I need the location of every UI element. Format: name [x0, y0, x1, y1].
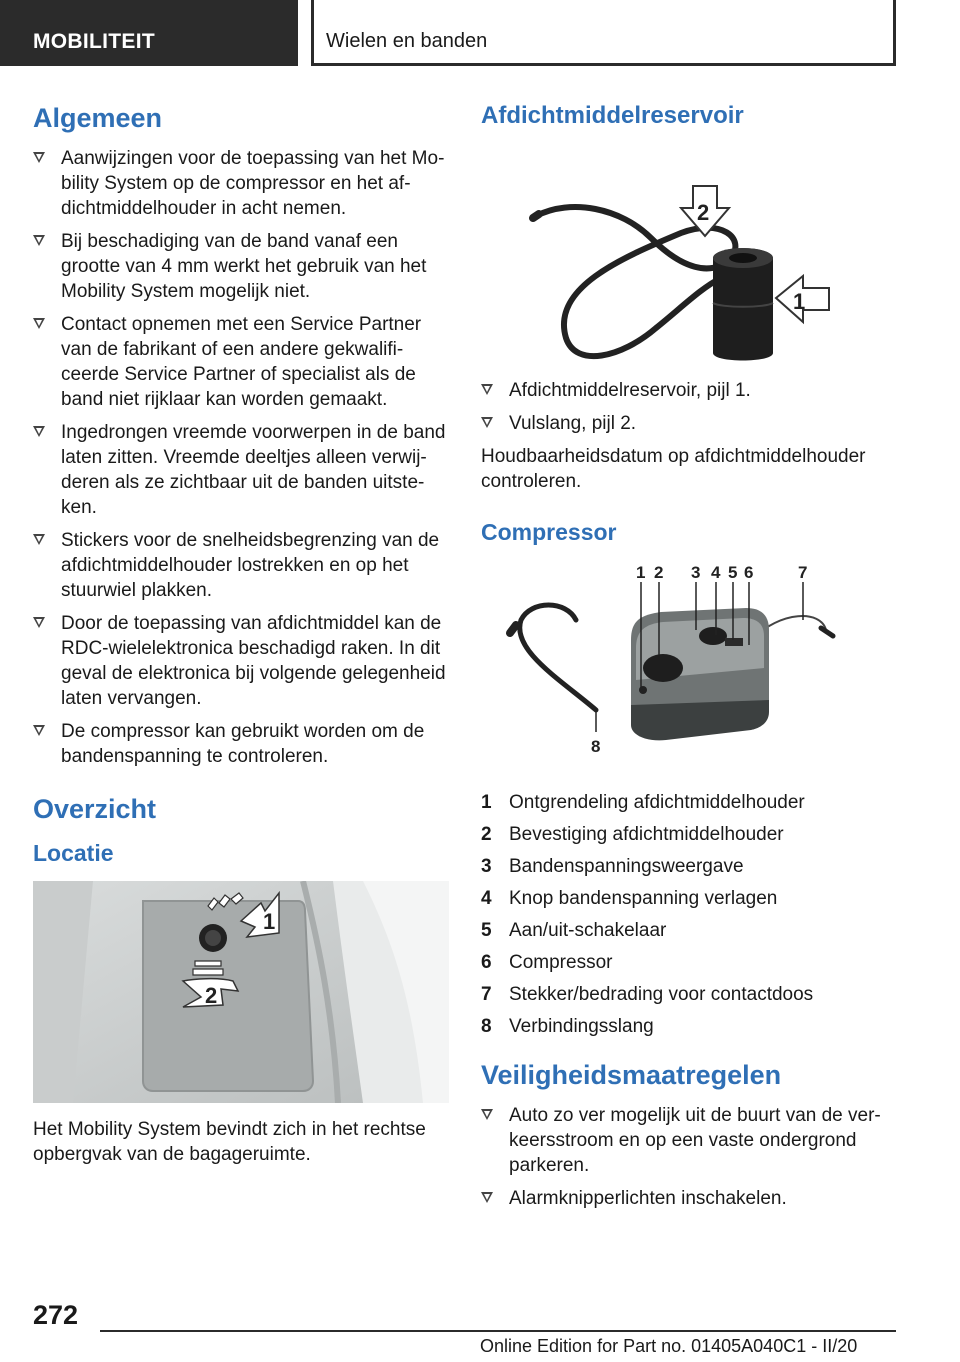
- bullet-triangle-icon: [33, 534, 45, 545]
- reservoir-note: Houdbaarheidsdatum op afdichtmiddelhouder controleren.: [481, 446, 866, 492]
- callout-2: 2: [697, 200, 710, 225]
- reservoir-figure: [481, 138, 896, 368]
- list-item: Alarmknipperlichten inschakelen.: [481, 1186, 896, 1211]
- algemeen-list: [33, 146, 449, 769]
- callout-8: 8: [591, 737, 601, 756]
- callout-6: 6: [744, 563, 754, 582]
- list-item: Contact opnemen met een Service Partner van de fabrikant of een andere gekwalifi-ceerde Service Partner of specialist als de band niet rijklaar kan worden gemaakt.: [33, 312, 449, 412]
- list-item: Afdichtmiddelreservoir, pijl 1.: [481, 378, 896, 403]
- locatie-description: Het Mobility System bevindt zich in het rechtse opbergvak van de bagageruimte.: [33, 1119, 426, 1165]
- heading-algemeen: Algemeen: [33, 103, 163, 133]
- edition-note: Online Edition for Part no. 01405A040C1 - II/20: [480, 1336, 858, 1356]
- list-item: Stickers voor de snelheidsbegrenzing van de afdichtmiddelhouder lostrekken en op het stuurwiel plakken.: [33, 528, 449, 603]
- locatie-figure: [33, 881, 449, 1103]
- heading-overzicht: Overzicht: [33, 794, 157, 824]
- list-item: 3 Bandenspanningsweergave: [481, 856, 744, 877]
- page-header: [0, 0, 960, 66]
- reservoir-list: [481, 378, 896, 436]
- section-label: MOBILITEIT: [0, 0, 298, 66]
- list-item: De compressor kan gebruikt worden om de bandenspanning te controleren.: [33, 719, 449, 769]
- list-item: 6 Compressor: [481, 952, 613, 973]
- list-item: 7 Stekker/bedrading voor contactdoos: [481, 984, 814, 1005]
- bullet-triangle-icon: [481, 417, 493, 428]
- list-item: Ingedrongen vreemde voorwerpen in de band laten zitten. Vreemde deeltjes alleen verwij-deren als ze zichtbaar uit de banden uitste-ken.: [33, 420, 449, 520]
- bullet-triangle-icon: [33, 235, 45, 246]
- callout-1: 1: [263, 909, 276, 934]
- compressor-figure: [481, 560, 896, 770]
- bullet-triangle-icon: [33, 725, 45, 736]
- compressor-parts-list: [481, 790, 896, 1039]
- arrow-left-icon: [776, 276, 829, 322]
- list-item: 2 Bevestiging afdichtmiddelhouder: [481, 824, 784, 845]
- trunk-illustration: [33, 881, 449, 1103]
- footer-divider: [100, 1330, 896, 1332]
- page-number: 272: [33, 1300, 79, 1330]
- bullet-triangle-icon: [481, 1192, 493, 1203]
- bullet-triangle-icon: [33, 426, 45, 437]
- callout-3: 3: [691, 563, 701, 582]
- list-item: 8 Verbindingsslang: [481, 1016, 654, 1037]
- list-item: Auto zo ver mogelijk uit de buurt van de ver-keersstroom en op een vaste ondergrond parkeren.: [481, 1103, 896, 1178]
- veiligheid-list: [481, 1103, 896, 1211]
- right-column: [481, 100, 896, 1219]
- heading-compressor: Compressor: [481, 519, 617, 545]
- bullet-triangle-icon: [33, 318, 45, 329]
- list-item: Vulslang, pijl 2.: [481, 411, 896, 436]
- heading-afdichtmiddelreservoir: Afdichtmiddelreservoir: [481, 102, 744, 129]
- reservoir-illustration: [481, 138, 896, 368]
- callout-2: 2: [205, 983, 218, 1008]
- chapter-label: Wielen en banden: [311, 0, 896, 66]
- bullet-triangle-icon: [481, 1109, 493, 1120]
- callout-7: 7: [798, 563, 808, 582]
- bullet-triangle-icon: [33, 617, 45, 628]
- list-item: 4 Knop bandenspanning verlagen: [481, 888, 778, 909]
- heading-veiligheidsmaatregelen: Veiligheidsmaatregelen: [481, 1060, 782, 1090]
- callout-2: 2: [654, 563, 664, 582]
- callout-4: 4: [711, 563, 721, 582]
- callout-1: 1: [793, 289, 806, 314]
- bullet-triangle-icon: [481, 384, 493, 395]
- callout-1: 1: [636, 563, 646, 582]
- left-column: [33, 100, 449, 1175]
- compressor-illustration: [481, 560, 896, 770]
- list-item: Door de toepassing van afdichtmiddel kan de RDC-wielelektronica beschadigd raken. In dit geval de elektronica bij volgende gelegenheid laten vervangen.: [33, 611, 449, 711]
- bullet-triangle-icon: [33, 152, 45, 163]
- list-item: 5 Aan/uit-schakelaar: [481, 920, 667, 941]
- heading-locatie: Locatie: [33, 840, 114, 866]
- list-item: 1 Ontgrendeling afdichtmiddelhouder: [481, 792, 805, 813]
- list-item: Aanwijzingen voor de toepassing van het Mo-bility System op de compressor en het af-dichtmiddelhouder in acht nemen.: [33, 146, 449, 221]
- list-item: Bij beschadiging van de band vanaf een grootte van 4 mm werkt het gebruik van het Mobility System mogelijk niet.: [33, 229, 449, 304]
- callout-5: 5: [728, 563, 738, 582]
